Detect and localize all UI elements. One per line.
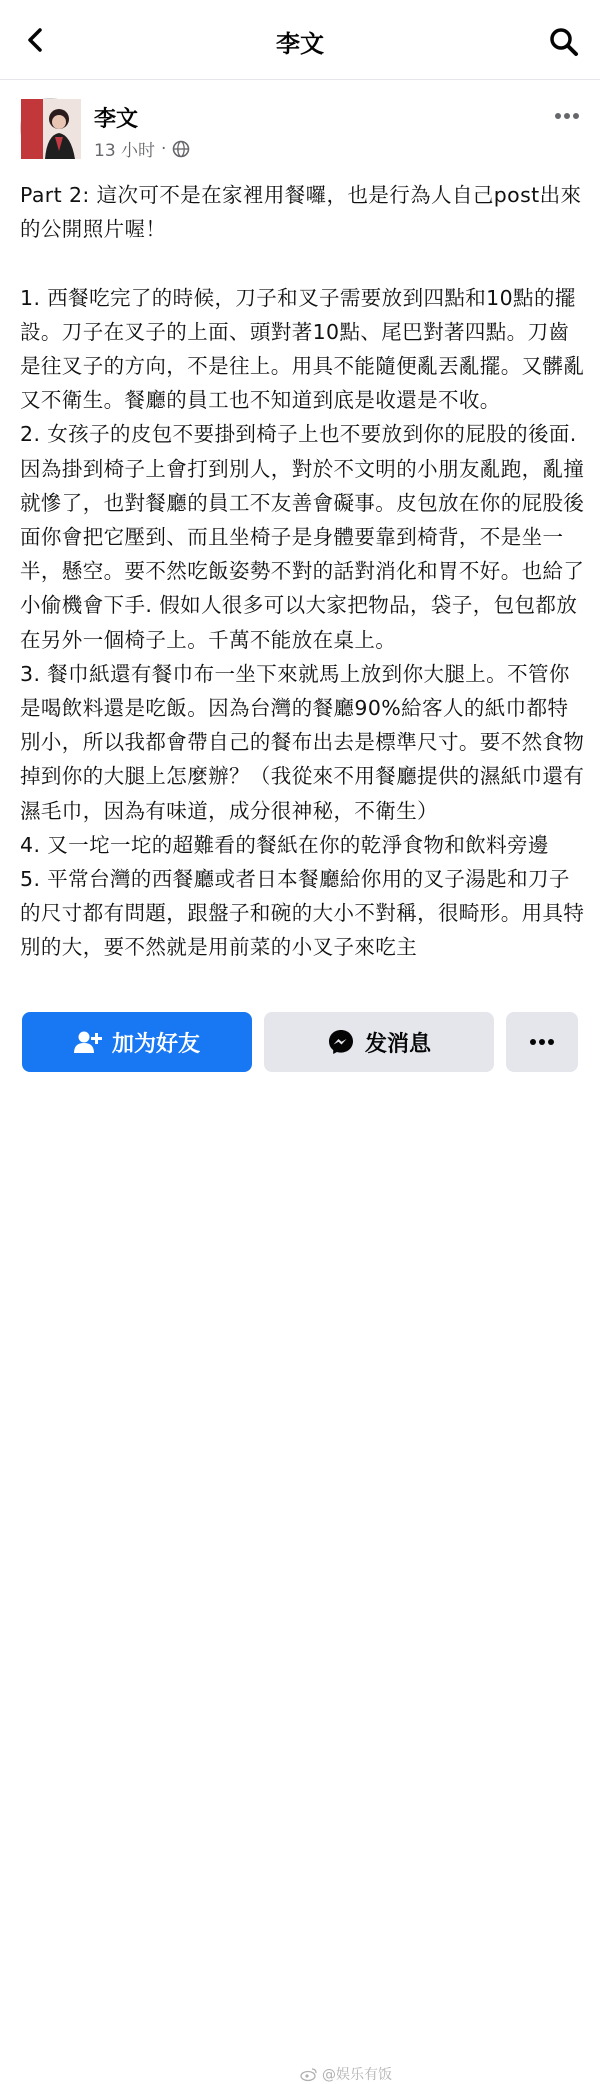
post-paragraph: 5. 平常台灣的西餐廳或者日本餐廳給你用的叉子湯匙和刀子的尺寸都有問題，跟盤子和碗的大小不對稱，很畸形。用具特別的大，要不然就是用前菜的小叉子來吃主 xyxy=(20,867,585,960)
watermark-text: @娱乐有饭 xyxy=(322,2067,392,2083)
add-friend-icon xyxy=(74,1030,102,1054)
weibo-icon xyxy=(300,2067,318,2081)
add-friend-button[interactable] xyxy=(22,1012,252,1072)
send-message-button[interactable] xyxy=(264,1012,494,1072)
messenger-icon xyxy=(327,1028,355,1056)
search-icon xyxy=(548,26,580,58)
post-paragraph: 3. 餐巾紙還有餐巾布一坐下來就馬上放到你大腿上。不管你是喝飲料還是吃飯。因為台灣的餐廳90%給客人的紙巾都特別小，所以我都會帶自己的餐布出去是標準尺寸。要不然食物掉到你的大腿上怎麼辦？（我從來不用餐廳提供的濕紙巾還有濕毛巾，因為有味道，成分很神秘，不衛生） xyxy=(20,661,585,823)
back-button[interactable] xyxy=(18,22,54,58)
post-text xyxy=(20,178,586,996)
post-time[interactable]: 13 小时 xyxy=(94,141,156,161)
avatar-image xyxy=(21,99,81,159)
more-actions-button[interactable] xyxy=(506,1012,578,1072)
more-horizontal-icon xyxy=(554,112,580,120)
more-horizontal-icon xyxy=(529,1038,555,1046)
post-paragraph: 2. 女孩子的皮包不要掛到椅子上也不要放到你的屁股的後面. 因為掛到椅子上會打到別人，對於不文明的小朋友亂跑，亂撞就慘了，也對餐廳的員工不友善會礙事。皮包放在你的屁股後面你會把它壓到、而且坐椅子是身體要靠到椅背，不是坐一半，懸空。要不然吃飯姿勢不對的話對消化和胃不好。也給了小偷機會下手. 假如人很多可以大家把物品，袋子，包包都放在另外一個椅子上。千萬不能放在桌上。 xyxy=(20,422,585,652)
page-title: 李文 xyxy=(276,30,324,58)
add-friend-label: 加为好友 xyxy=(111,1031,200,1057)
post-paragraph: 1. 西餐吃完了的時候，刀子和叉子需要放到四點和10點的擺設。刀子在叉子的上面、頭對著10點、尾巴對著四點。刀齒是往叉子的方向，不是往上。用具不能隨便亂丟亂擺。又髒亂又不衛生。餐廳的員工也不知道到底是收還是不收。 xyxy=(20,285,585,413)
globe-icon xyxy=(172,140,190,158)
post-header xyxy=(0,92,600,172)
top-bar xyxy=(0,0,600,80)
watermark xyxy=(300,2064,392,2084)
post-paragraph: Part 2: 這次可不是在家裡用餐囉，也是行為人自己post出來的公開照片喔！ xyxy=(20,183,582,242)
action-bar xyxy=(0,1000,600,2083)
post-meta xyxy=(94,136,190,161)
post-paragraph: 4. 又一坨一坨的超難看的餐紙在你的乾淨食物和飲料旁邊 xyxy=(20,832,549,857)
post-more-button[interactable] xyxy=(552,106,582,126)
meta-separator: · xyxy=(161,138,167,159)
chevron-left-icon xyxy=(22,26,50,54)
paragraph-gap xyxy=(20,246,586,280)
author-name[interactable]: 李文 xyxy=(94,107,139,132)
send-message-label: 发消息 xyxy=(364,1031,431,1057)
search-button[interactable] xyxy=(544,22,584,62)
avatar[interactable] xyxy=(20,98,80,158)
